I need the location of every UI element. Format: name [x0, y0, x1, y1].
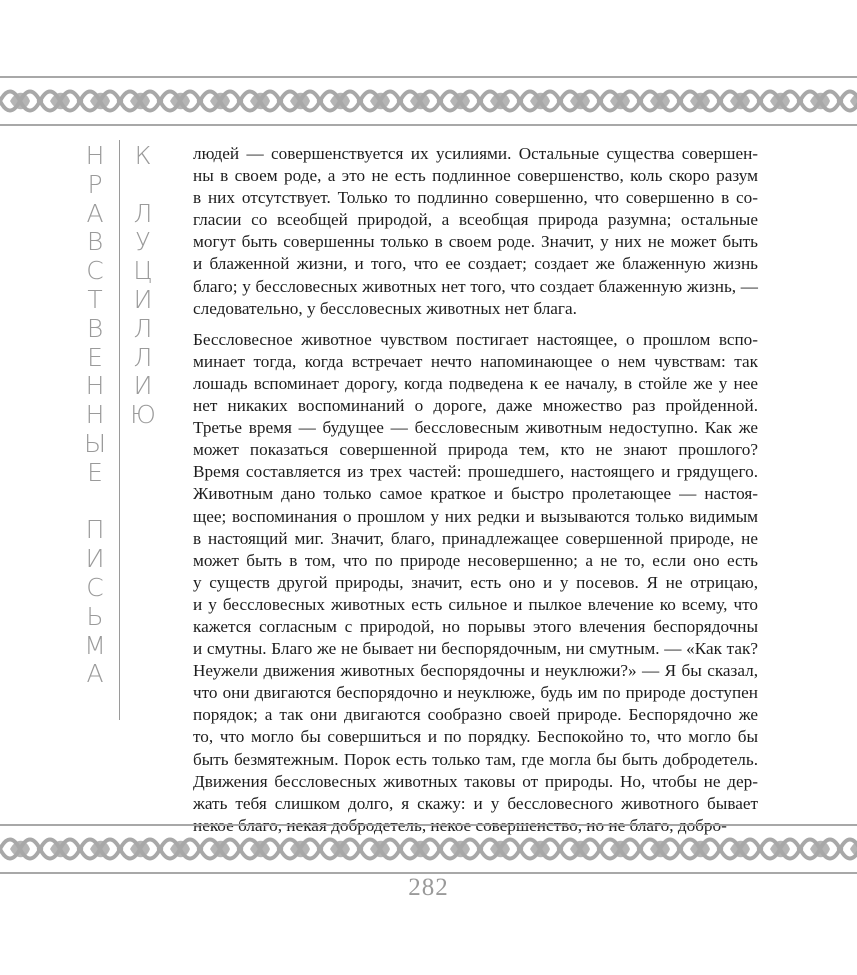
vertical-letter: С — [86, 572, 104, 602]
text-line: у существ другой природы, значит, есть оно и у посевов. Я не отрицаю, — [193, 572, 758, 592]
vertical-letter: Р — [87, 169, 103, 199]
vertical-letter: Т — [87, 284, 103, 314]
vertical-letter: П — [85, 515, 105, 545]
scroll-ornament-icon — [0, 822, 857, 876]
text-line: Движения бессловесных животных таковы от природы. Но, чтобы не дер- — [193, 771, 758, 791]
text-line: могут быть совершенны только в своем роде. Значит, у них не может быть — [193, 232, 758, 252]
text-line: Неужели движения животных беспорядочны и неуклюжи?» — Я бы сказал, — [193, 661, 758, 681]
vertical-letter: Л — [133, 342, 153, 372]
text-line: нет никаких воспоминаний о дороге, даже множество раз пройденной. — [193, 396, 758, 416]
vertical-letter: Л — [133, 198, 153, 228]
vertical-letter: К — [134, 141, 152, 170]
text-line: ны в своем роде, а это не есть подлинное совершенство, коль скоро разум — [193, 166, 758, 186]
page-number: 282 — [408, 874, 449, 901]
text-line: что они двигаются беспорядочно и неуклюже, будь им по природе доступен — [193, 683, 758, 703]
ornament-band-bottom — [0, 822, 857, 876]
text-line: Животным дано только самое краткое и быстро пролетающее — настоя- — [193, 484, 758, 504]
vertical-letter: В — [86, 227, 104, 257]
vertical-letter: Н — [85, 371, 105, 401]
paragraph — [193, 143, 758, 320]
text-line: и смутны. Благо же не бывает ни беспорядочным, ни смутным. — «Как так? — [193, 639, 758, 659]
text-line: жать тебя слишком долго, я скажу: и у бессловесного животного бывает — [193, 793, 758, 813]
vertical-letter: Е — [87, 342, 103, 372]
text-line: благо; у бессловесных животных нет того, что создает блаженную жизнь, — — [193, 276, 758, 296]
vertical-letter: Л — [133, 313, 153, 343]
text-line: щее; воспоминания о прошлом у них редки и вызываются только видимым — [193, 506, 758, 526]
vertical-letter: В — [86, 313, 104, 343]
text-line: порядок; а так они двигаются сообразно своей природе. Беспорядочно же — [193, 705, 758, 725]
vertical-title — [80, 142, 110, 689]
vertical-letter: М — [84, 630, 106, 660]
vertical-letter: И — [85, 544, 105, 574]
vertical-addressee — [128, 142, 158, 430]
paragraph — [193, 329, 758, 837]
text-line: в настоящий миг. Значит, благо, принадлежащее совершенной природе, не — [193, 528, 758, 548]
vertical-letter: И — [133, 371, 153, 401]
vertical-divider — [119, 140, 120, 720]
vertical-letter: Е — [87, 457, 103, 487]
text-line: кажется согласным с природой, но порывы этого влечения беспорядочны — [193, 616, 758, 636]
text-line: гласии со всеобщей природой, а всеобщая природа разумна; остальные — [193, 210, 758, 230]
vertical-letter: Н — [85, 400, 105, 430]
text-line: быть безмятежным. Порок есть только там, где могла бы быть добродетель. — [193, 749, 758, 769]
vertical-letter: И — [133, 284, 153, 314]
text-line: и блаженной жизни, и того, что ее создает; создает же блаженную жизнь — [193, 254, 758, 274]
text-line: минает тогда, когда встречает нечто напоминающее о нем чувствам: так — [193, 351, 758, 371]
vertical-letter: Ю — [130, 400, 156, 430]
text-line: Бессловесное животное чувством постигает настоящее, о прошлом вспо- — [193, 329, 758, 349]
text-line: может быть в том, что по природе несовершенно; а не то, если оно есть — [193, 550, 758, 570]
vertical-letter: Ц — [133, 256, 153, 286]
text-line: некое благо, некая добродетель, некое совершенство, но не благо, добро- — [193, 815, 727, 835]
vertical-letter: А — [86, 198, 104, 228]
vertical-letter: С — [86, 256, 104, 286]
text-line: лошадь вспоминает дорогу, когда подведена к ее началу, в стойле же у нее — [193, 373, 758, 393]
text-line: и у бессловесных животных есть сильное и пылкое влечение ко всему, что — [193, 594, 758, 614]
text-line: Время составляется из трех частей: прошедшего, настоящего и грядущего. — [193, 462, 758, 482]
vertical-letter: А — [86, 659, 104, 689]
scroll-ornament-icon — [0, 74, 857, 128]
text-line: может показаться совершенной природа тем, кто не знают прошлого? — [193, 440, 758, 460]
vertical-letter: Н — [85, 141, 105, 170]
text-line: людей — совершенствуется их усилиями. Остальные существа совершен- — [193, 144, 758, 163]
text-line: в них отсутствует. Только то подлинно совершенно, что совершенно в со- — [193, 188, 758, 208]
vertical-letter: У — [135, 227, 151, 257]
text-line: следовательно, у бессловесных животных нет блага. — [193, 298, 577, 318]
vertical-letter: Ь — [86, 601, 104, 631]
ornament-band-top — [0, 74, 857, 128]
vertical-letter: Ы — [83, 428, 107, 458]
text-line: Третье время — будущее — бессловесным животным недоступно. Как же — [193, 418, 758, 438]
text-line: то, что могло бы совершиться и по порядку. Беспокойно то, что могло бы — [193, 727, 758, 747]
body-text — [193, 143, 758, 846]
